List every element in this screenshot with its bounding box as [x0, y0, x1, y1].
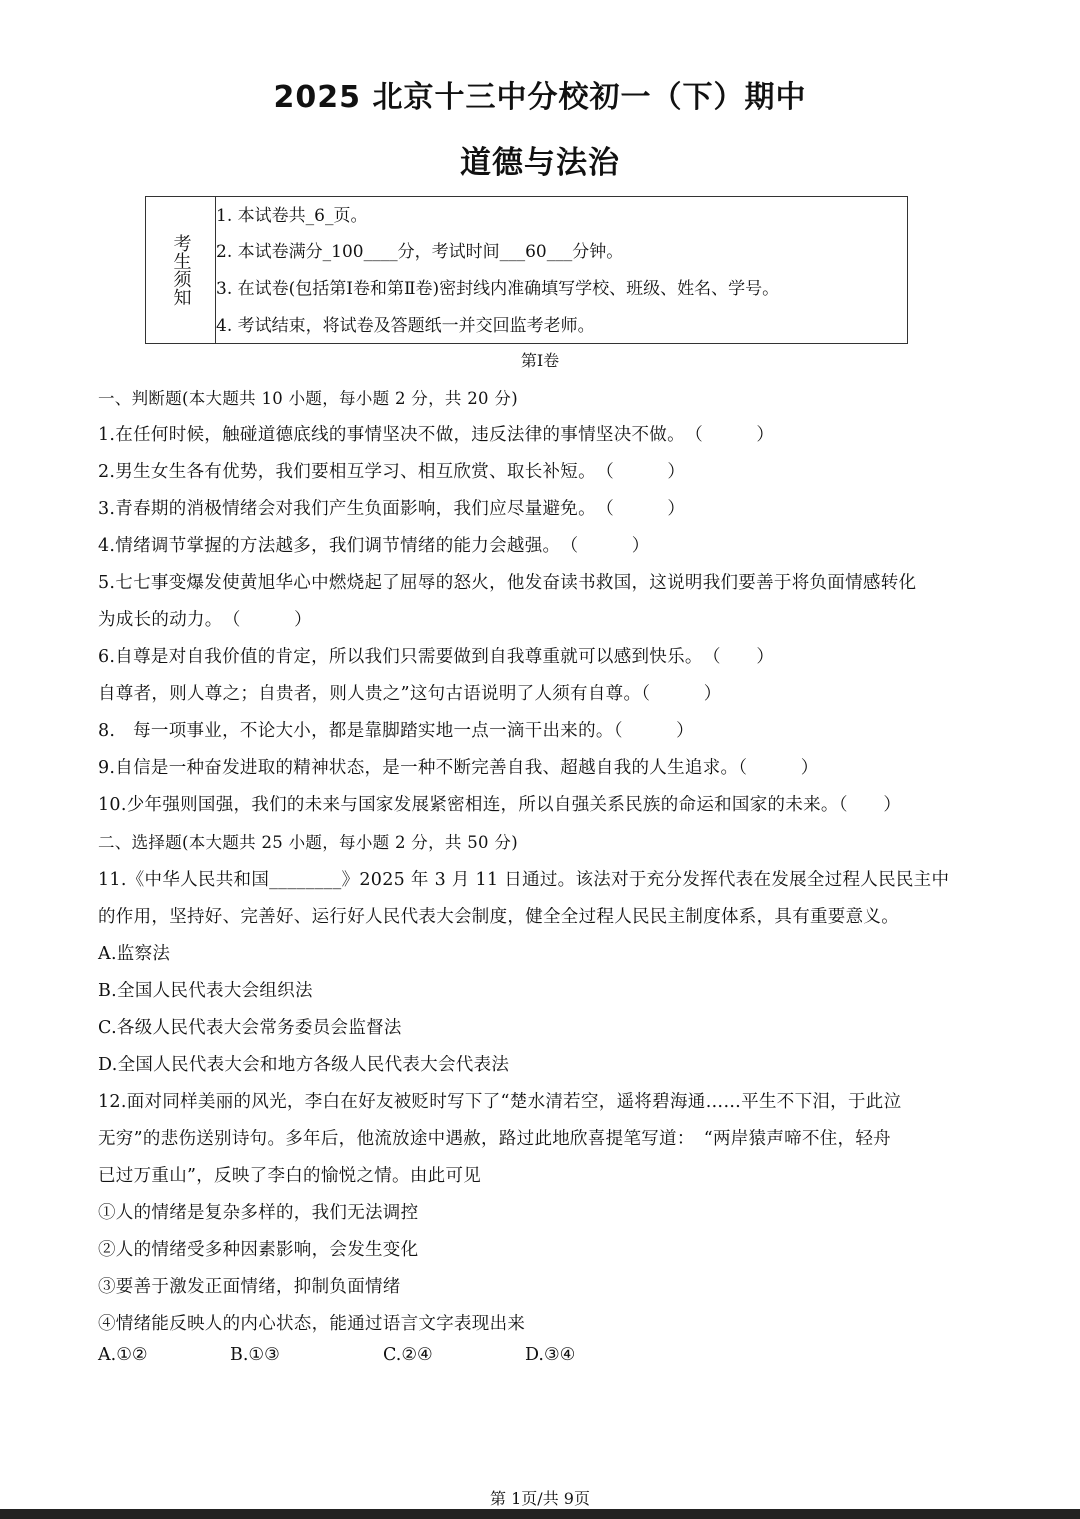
question-line: 已过万重山”，反映了李白的愉悦之情。由此可见 [98, 1166, 482, 1186]
question-line: 4.情绪调节掌握的方法越多，我们调节情绪的能力会越强。 （ ） [98, 536, 650, 556]
question-line: 10.少年强则国强，我们的未来与国家发展紧密相连，所以自强关系民族的命运和国家的未来。（ ） [98, 795, 902, 815]
question-line: 5.七七事变爆发使黄旭华心中燃烧起了屈辱的怒火，他发奋读书救国，这说明我们要善于将负面情感转化 [98, 573, 917, 593]
question-line: 8. 每一项事业，不论大小，都是靠脚踏实地一点一滴干出来的。（ ） [98, 721, 694, 741]
question-line: 3.青春期的消极情绪会对我们产生负面影响，我们应尽量避免。 （ ） [98, 499, 686, 519]
question-line: 自尊者，则人尊之；自贵者，则人贵之”这句古语说明了人须有自尊。（ ） [98, 684, 722, 704]
statement-line: ②人的情绪受多种因素影响，会发生变化 [98, 1240, 419, 1260]
section1-heading: 一、判断题(本大题共 10 小题，每小题 2 分，共 20 分) [98, 389, 518, 408]
question-line: 无穷”的悲伤送别诗句。多年后，他流放途中遇赦，路过此地欣喜提笔写道： “两岸猿声啼不住，轻舟 [98, 1129, 891, 1149]
volume-label: 第Ⅰ卷 [520, 351, 560, 370]
candidate-notice-box [145, 196, 908, 344]
statement-line: ①人的情绪是复杂多样的，我们无法调控 [98, 1203, 419, 1223]
question-line: 1.在任何时候，触碰道德底线的事情坚决不做，违反法律的事情坚决不做。 （ ） [98, 425, 775, 445]
question-line: 6.自尊是对自我价值的肯定，所以我们只需要做到自我尊重就可以感到快乐。 （ ） [98, 647, 775, 667]
notice-item-3: 3. 在试卷(包括第Ⅰ卷和第Ⅱ卷)密封线内准确填写学校、班级、姓名、学号。 [216, 279, 780, 299]
notice-item-2: 2. 本试卷满分_100____分，考试时间___60___分钟。 [216, 242, 624, 262]
statement-line: ③要善于激发正面情绪，抑制负面情绪 [98, 1277, 401, 1297]
statement-line: ④情绪能反映人的内心状态，能通过语言文字表现出来 [98, 1314, 526, 1334]
notice-item-4: 4. 考试结束，将试卷及答题纸一并交回监考老师。 [216, 316, 595, 336]
question-line: 的作用，坚持好、完善好、运行好人民代表大会制度，健全全过程人民民主制度体系，具有重要意义。 [98, 907, 899, 927]
option-line: D.全国人民代表大会和地方各级人民代表大会代表法 [98, 1055, 510, 1075]
notice-label [146, 197, 216, 343]
question-line: 2.男生女生各有优势，我们要相互学习、相互欣赏、取长补短。 （ ） [98, 462, 686, 482]
question-line: 12.面对同样美丽的风光，李白在好友被贬时写下了“楚水清若空，遥将碧海通……平生不下泪，于此泣 [98, 1092, 902, 1112]
option-a: A.①② [98, 1345, 148, 1365]
bottom-edge-bar [0, 1509, 1080, 1519]
question-line: 11.《中华人民共和国________》2025 年 3 月 11 日通过。该法对于充分发挥代表在发展全过程人民民主中 [98, 870, 950, 890]
option-b: B.①③ [230, 1345, 280, 1365]
notice-label-text: 考生须知 [170, 234, 192, 306]
subject-title: 道德与法治 [460, 145, 620, 181]
notice-item-1: 1. 本试卷共_6_页。 [216, 206, 368, 226]
option-line: C.各级人民代表大会常务委员会监督法 [98, 1018, 402, 1038]
page-footer: 第 1页/共 9页 [490, 1489, 590, 1508]
exam-title: 2025 北京十三中分校初一（下）期中 [273, 80, 807, 115]
question-line: 为成长的动力。 （ ） [98, 610, 312, 630]
question-line: 9.自信是一种奋发进取的精神状态，是一种不断完善自我、超越自我的人生追求。（ ） [98, 758, 819, 778]
option-line: A.监察法 [98, 944, 171, 964]
option-d: D.③④ [525, 1345, 576, 1365]
option-c: C.②④ [383, 1345, 433, 1365]
option-line: B.全国人民代表大会组织法 [98, 981, 313, 1001]
section2-heading: 二、选择题(本大题共 25 小题，每小题 2 分，共 50 分) [98, 833, 518, 852]
